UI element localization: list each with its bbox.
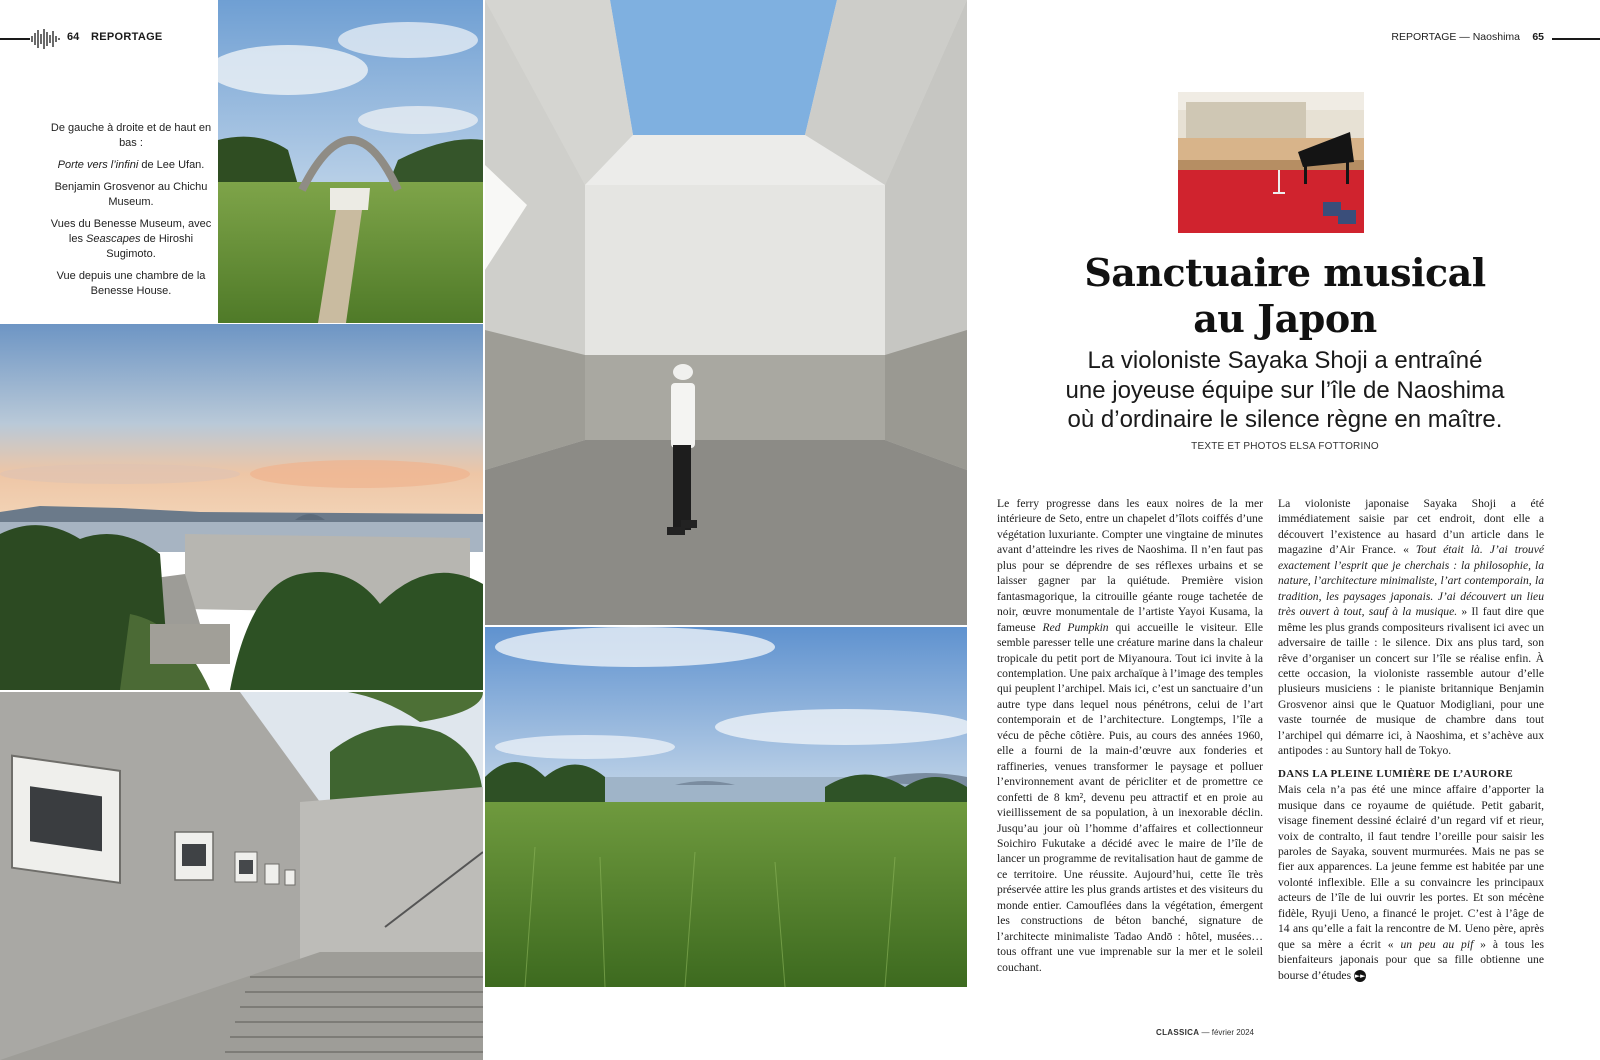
folio-right <box>1300 31 1600 47</box>
article-byline: TEXTE ET PHOTOS ELSA FOTTORINO <box>1191 441 1379 452</box>
paragraph: La violoniste japonaise Sayaka Shoji a été immédiatement saisie par cet endroit, dont elle a découvert l’existence au hasard d’un article dans le magazine d’Air France. « Tout était là. J’ai trouvé exactement l’esprit que je cherchais : la philosophie, la nature, l’architecture minimaliste, l’art contemporain, la tradition, les paysages japonais. J’ai découvert un lieu très ouvert à tout, sauf à la musique. » Il faut dire que même les plus grands compositeurs rivalisent ici avec un adversaire de taille : le silence. Dix ans plus tard, son rêve d’organiser un concert sur l’île se réalise enfin. À cette occasion, la violoniste rassemble autour d’elle plusieurs musiciens : le pianiste britannique Benjamin Grosvenor ainsi que le Quatuor Modigliani, pour une vaste tournée de musique de chambre dans tout l’archipel qui démarre ici, à Naoshima, et s’achève aux antipodes : au Suntory hall de Tokyo. <box>1278 497 1544 758</box>
article-column-1 <box>997 496 1263 975</box>
article-subheading: DANS LA PLEINE LUMIÈRE DE L’AURORE <box>1278 767 1514 780</box>
page-number-right: 65 <box>1532 31 1544 43</box>
photo-arch-sculpture <box>218 0 483 323</box>
caption-item: Vue depuis une chambre de la Benesse House. <box>56 270 206 297</box>
photo-concrete-gallery <box>0 692 483 1060</box>
section-path-right: REPORTAGE — Naoshima <box>1391 31 1520 43</box>
continue-arrow-icon: ►► <box>1354 971 1366 980</box>
folio-left <box>0 28 200 50</box>
paragraph: Mais cela n’a pas été une mince affaire d’apporter la musique dans ce royaume de quiétude. Petit gabarit, visage finement dessiné éclairé d’un regard vif et rieur, voix de contralto, il faut tendre l’oreille pour saisir les paroles de Sayaka, souvent murmurées. Mais ne pas se fier aux apparences. La jeune femme est habitée par une volonté inflexible. Elle a su convaincre les principaux acteurs de l’île de lui ouvrir les portes. Et son mécène fidèle, Ryuji Ueno, a financé le projet. C’est à l’âge de 14 ans qu’elle a fait la rencontre de M. Ueno père, après que sa mère a écrit « un peu au pif » à tous les bienfaiteurs japonais pour que sa fille obtienne une bourse d’études ►► <box>1278 783 1545 982</box>
article-column-2 <box>1278 496 1544 983</box>
issue-date: février 2024 <box>1211 1028 1254 1037</box>
waveform-icon <box>30 28 60 50</box>
photo-skyspace-room <box>485 0 967 625</box>
rule-line <box>0 38 30 40</box>
rule-line <box>1552 38 1600 40</box>
photo-benesse-sunset <box>0 324 483 690</box>
caption-item: Porte vers l’infini de Lee Ufan. <box>57 159 205 171</box>
magazine-name: CLASSICA <box>1156 1028 1200 1037</box>
photo-grassland-sea <box>485 627 967 987</box>
section-label-left: REPORTAGE <box>91 31 163 43</box>
caption-item: Benjamin Grosvenor au Chichu Museum. <box>54 181 208 208</box>
photo-caption <box>45 121 217 306</box>
page-footer: CLASSICA — février 2024 <box>1156 1028 1254 1037</box>
article-title: Sanctuaire musical au Japon <box>1084 250 1486 341</box>
photo-piano-stage <box>1178 92 1364 233</box>
article-standfirst: La violoniste Sayaka Shoji a entraîné une joyeuse équipe sur l’île de Naoshima où d’ordinaire le silence règne en maître. <box>1065 347 1505 433</box>
caption-intro: De gauche à droite et de haut en bas : <box>50 122 212 149</box>
page-number-left: 64 <box>67 31 80 43</box>
paragraph: Le ferry progresse dans les eaux noires de la mer intérieure de Seto, entre un chapelet d’îlots coiffés d’une végétation luxuriante. Compter une vingtaine de minutes avant d’atteindre les rives de Naoshima. Il n’en faut pas plus pour se déprendre de ses réflexes urbains et se laisser gagner par la quiétude. Première vision fantasmagorique, la citrouille géante rouge tachetée de noir, œuvre monumentale de l’artiste Yayoi Kusama, la fameuse Red Pumpkin qui accueille le visiteur. Elle semble paresser telle une créature marine dans la chaleur tropicale du petit port de Miyanoura. Tout ici invite à la contemplation. Une paix archaïque à l’image des temples qui peuplent l’archipel. Mais ici, c’est un sanctuaire d’un autre type dans lequel nous pénétrons, celui de l’art contemporain et de l’architecture. Longtemps, l’île a vécu de pêche côtière. Puis, au cours des années 1960, elle a fourni de la main-d’œuvre aux fonderies et raffineries, venues transformer le paysage et polluer l’environnement avant de péricliter et de promettre ce confetti de 8 km², devenu peu attractif et en proie au vieillissement de sa population, à un inexorable déclin. Jusqu’au jour où l’homme d’affaires et collectionneur Soichiro Fukutake a décidé avec le maire de l’île de lancer un programme de revitalisation haut de gamme de ce territoire. Une réussite. Aujourd’hui, cette île très préservée attire les plus grands artistes et des visiteurs du monde entier. Camouflées dans la végétation, émergent les constructions de béton banché, signature de l’architecte minimaliste Tadao Andō : hôtel, musées… tous offrant une vue imprenable sur la mer et le soleil couchant. <box>997 497 1263 974</box>
caption-item: Vues du Benesse Museum, avec les Seascapes de Hiroshi Sugimoto. <box>50 218 212 260</box>
